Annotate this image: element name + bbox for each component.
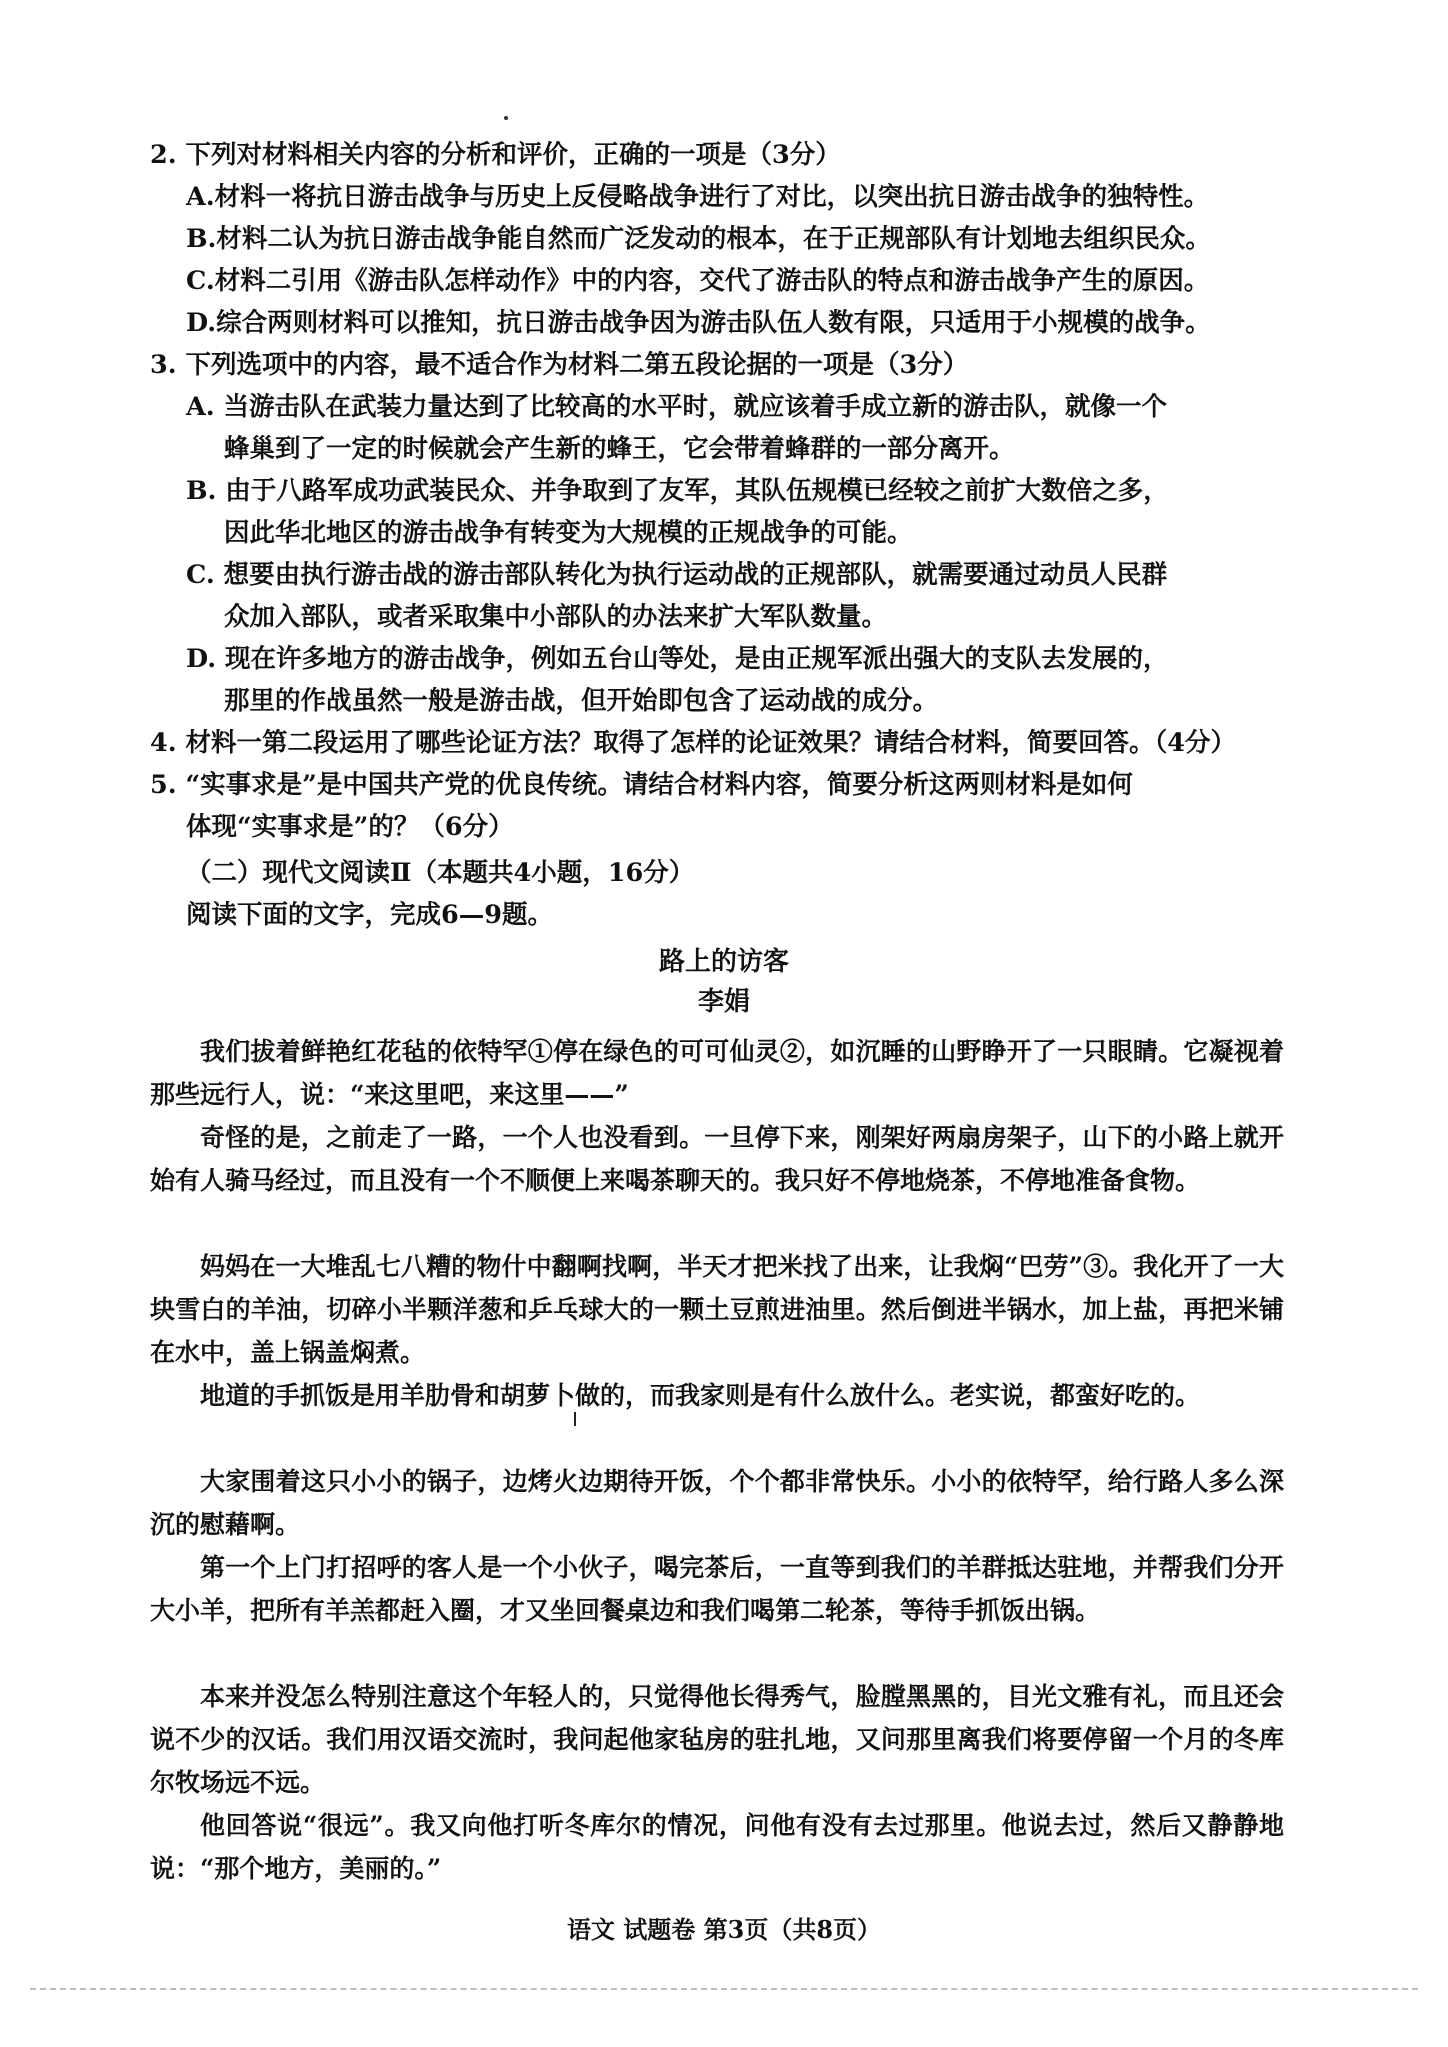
scan-speck [504,116,508,120]
question-2-option-d: D.综合两则材料可以推知，抗日游击战争因为游击队伍人数有限，只适用于小规模的战争。 [186,308,1211,338]
scan-edge-line [30,1988,1418,1990]
article-paragraph: 地道的手抓饭是用羊肋骨和胡萝卜做的，而我家则是有什么放什么。老实说，都蛮好吃的。 [200,1381,1201,1410]
section-heading: （二）现代文阅读Ⅱ（本题共4小题，16分） [186,858,695,888]
question-3-option-b-cont: 因此华北地区的游击战争有转变为大规模的正规战争的可能。 [224,518,913,548]
article-paragraph: 大家围着这只小小的锅子，边烤火边期待开饭，个个都非常快乐。小小的依特罕，给行路人多么深沉的慰藉啊。 [150,1467,1284,1539]
question-3-option-d-cont: 那里的作战虽然一般是游击战，但开始即包含了运动战的成分。 [224,686,939,716]
article-title: 路上的访客 [658,947,789,977]
question-3-option-c-cont: 众加入部队，或者采取集中小部队的办法来扩大军队数量。 [224,602,888,632]
question-5-cont: 体现“实事求是”的？（6分） [186,812,514,842]
article-paragraph: 第一个上门打招呼的客人是一个小伙子，喝完茶后，一直等到我们的羊群抵达驻地，并帮我们分开大小羊，把所有羊羔都赶入圈，才又坐回餐桌边和我们喝第二轮茶，等待手抓饭出锅。 [150,1553,1284,1625]
article-paragraph: 妈妈在一大堆乱七八糟的物什中翻啊找啊，半天才把米找了出来，让我焖“巴劳”③。我化开了一大块雪白的羊油，切碎小半颗洋葱和乒乓球大的一颗土豆煎进油里。然后倒进半锅水，加上盐，再把米铺在水中，盖上锅盖焖煮。 [150,1252,1284,1367]
section-instruction: 阅读下面的文字，完成6—9题。 [186,900,553,930]
question-3-option-c: C. 想要由执行游击战的游击部队转化为执行运动战的正规部队，就需要通过动员人民群 [186,560,1168,590]
question-3-option-b: B. 由于八路军成功武装民众、并争取到了友军，其队伍规模已经较之前扩大数倍之多， [186,476,1169,506]
article-paragraph: 本来并没怎么特别注意这个年轻人的，只觉得他长得秀气，脸膛黑黑的，目光文雅有礼，而且还会说不少的汉话。我们用汉语交流时，我问起他家毡房的驻扎地，又问那里离我们将要停留一个月的冬库尔牧场远不远。 [150,1682,1284,1797]
question-3-option-d: D. 现在许多地方的游击战争，例如五台山等处，是由正规军派出强大的支队去发展的， [186,644,1169,674]
question-4: 4. 材料一第二段运用了哪些论证方法？取得了怎样的论证效果？请结合材料，简要回答。（4分） [150,728,1236,758]
question-3-option-a-cont: 蜂巢到了一定的时候就会产生新的蜂王，它会带着蜂群的一部分离开。 [224,434,1015,464]
article-paragraph: 奇怪的是，之前走了一路，一个人也没看到。一旦停下来，刚架好两扇房架子，山下的小路上就开始有人骑马经过，而且没有一个不顺便上来喝茶聊天的。我只好不停地烧茶，不停地准备食物。 [150,1123,1284,1195]
pencil-mark [574,1412,576,1426]
page-footer: 语文 试题卷 第3页（共8页） [566,1915,882,1944]
article-author: 李娟 [697,987,750,1017]
question-3-stem: 3. 下列选项中的内容，最不适合作为材料二第五段论据的一项是（3分） [150,350,969,380]
question-2-stem: 2. 下列对材料相关内容的分析和评价，正确的一项是（3分） [150,140,841,170]
question-2-option-b: B.材料二认为抗日游击战争能自然而广泛发动的根本，在于正规部队有计划地去组织民众。 [186,224,1211,254]
question-5: 5. “实事求是”是中国共产党的优良传统。请结合材料内容，简要分析这两则材料是如何 [150,770,1133,800]
question-3-option-a: A. 当游击队在武装力量达到了比较高的水平时，就应该着手成立新的游击队，就像一个 [186,392,1168,422]
question-2-option-a: A.材料一将抗日游击战争与历史上反侵略战争进行了对比，以突出抗日游击战争的独特性。 [186,182,1210,212]
article-paragraph: 我们拔着鲜艳红花毡的依特罕①停在绿色的可可仙灵②，如沉睡的山野睁开了一只眼睛。它凝视着那些远行人，说：“来这里吧，来这里——” [150,1037,1284,1109]
question-2-option-c: C.材料二引用《游击队怎样动作》中的内容，交代了游击队的特点和游击战争产生的原因。 [186,266,1210,296]
article-paragraph: 他回答说“很远”。我又向他打听冬库尔的情况，问他有没有去过那里。他说去过，然后又静静地说：“那个地方，美丽的。” [150,1811,1284,1883]
